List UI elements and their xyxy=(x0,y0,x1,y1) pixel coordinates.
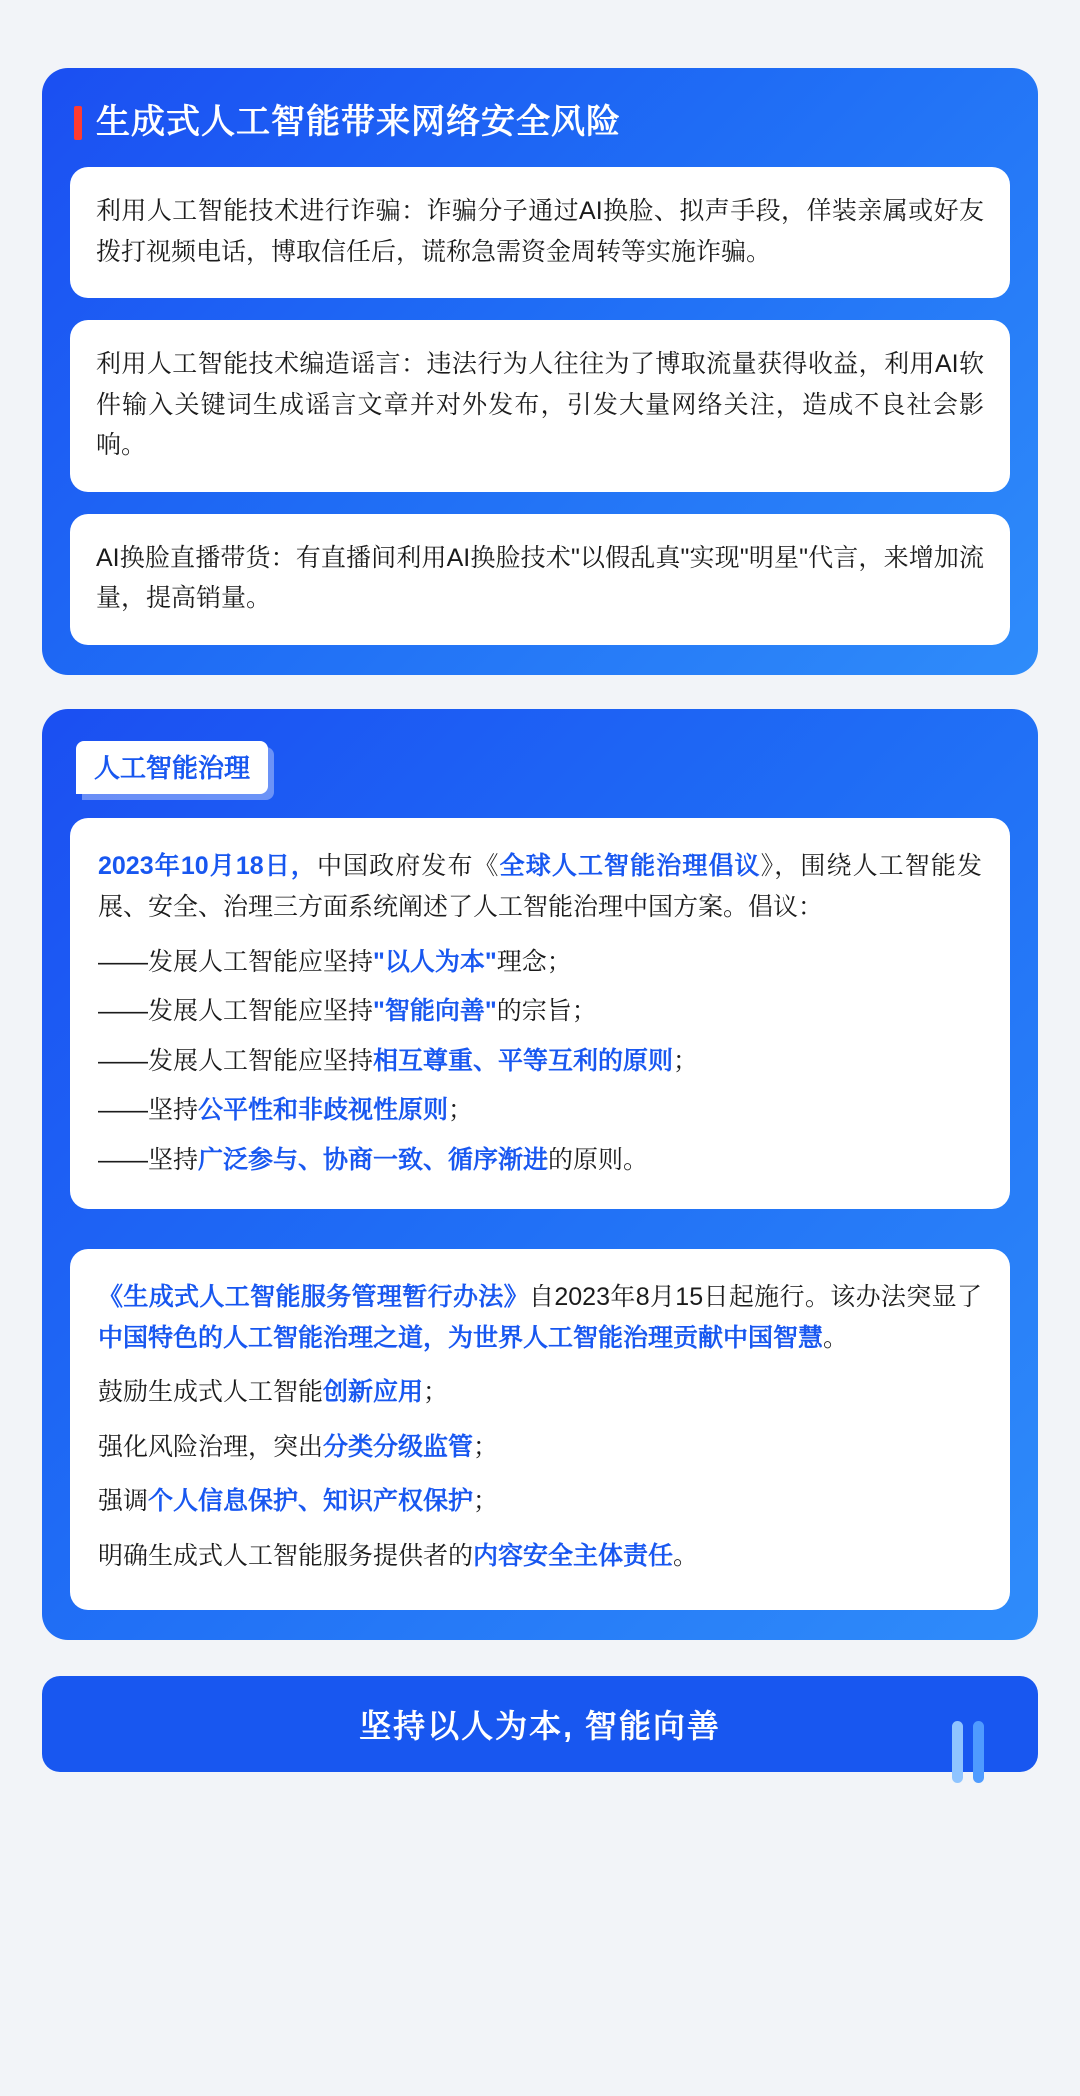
regulation-point-2 xyxy=(98,1427,982,1468)
bullet-suffix: ； xyxy=(673,1046,699,1075)
initiative-bullet-2 xyxy=(98,993,982,1031)
bullet-suffix: 的宗旨； xyxy=(496,997,597,1026)
initiative-bullet-4 xyxy=(98,1092,982,1130)
bullet-highlight: "智能向善" xyxy=(373,997,497,1026)
bullet-prefix: ——发展人工智能应坚持 xyxy=(98,997,374,1026)
point-suffix: ； xyxy=(473,1487,499,1516)
regulation-highlight: 中国特色的人工智能治理之道，为世界人工智能治理贡献中国智慧 xyxy=(98,1323,824,1352)
page-title: 生成式人工智能带来网络安全风险 xyxy=(96,103,621,141)
bullet-highlight: 相互尊重、平等互利的原则 xyxy=(373,1046,674,1075)
pause-bar-right xyxy=(973,1721,984,1783)
pause-bar-left xyxy=(952,1721,963,1783)
bullet-highlight: 公平性和非歧视性原则 xyxy=(198,1096,449,1125)
footer-slogan-banner xyxy=(42,1676,1038,1772)
regulation-paragraph xyxy=(98,1277,982,1358)
risk-item-2: 利用人工智能技术编造谣言：违法行为人往往为了博取流量获得收益，利用AI软件输入关键词生成谣言文章并对外发布，引发大量网络关注，造成不良社会影响。 xyxy=(70,320,1010,492)
bullet-prefix: ——坚持 xyxy=(98,1145,199,1174)
point-suffix: ； xyxy=(473,1432,499,1461)
section-risks-header xyxy=(74,104,1010,141)
governance-regulation-box xyxy=(70,1249,1010,1610)
pause-bars-decoration xyxy=(952,1721,984,1783)
point-prefix: 鼓励生成式人工智能 xyxy=(98,1378,324,1407)
point-prefix: 强化风险治理，突出 xyxy=(98,1432,324,1461)
risk-item-1: 利用人工智能技术进行诈骗：诈骗分子通过AI换脸、拟声手段，佯装亲属或好友拨打视频电话，博取信任后，谎称急需资金周转等实施诈骗。 xyxy=(70,167,1010,298)
initiative-mid: 中国政府发布《 xyxy=(316,851,500,880)
bullet-suffix: 理念； xyxy=(496,947,572,976)
point-highlight: 个人信息保护、知识产权保护 xyxy=(148,1487,474,1516)
point-prefix: 强调 xyxy=(98,1487,149,1516)
initiative-bullet-3 xyxy=(98,1043,982,1081)
regulation-tail: 。 xyxy=(823,1323,849,1352)
governance-tag: 人工智能治理 xyxy=(76,741,268,794)
red-accent-bar xyxy=(74,106,82,140)
initiative-doc-name: 全球人工智能治理倡议 xyxy=(499,851,761,880)
point-suffix: 。 xyxy=(673,1541,699,1570)
bullet-suffix: ； xyxy=(448,1096,474,1125)
footer-slogan-text: 坚持以人为本, 智能向善 xyxy=(359,1708,721,1745)
bullet-suffix: 的原则。 xyxy=(548,1145,649,1174)
initiative-bullet-5 xyxy=(98,1142,982,1180)
initiative-bullet-1 xyxy=(98,944,982,982)
bullet-highlight: "以人为本" xyxy=(373,947,497,976)
bullet-prefix: ——发展人工智能应坚持 xyxy=(98,947,374,976)
initiative-lead xyxy=(98,846,982,928)
point-highlight: 创新应用 xyxy=(323,1378,424,1407)
regulation-point-3 xyxy=(98,1481,982,1522)
point-highlight: 内容安全主体责任 xyxy=(473,1541,674,1570)
bullet-highlight: 广泛参与、协商一致、循序渐进 xyxy=(198,1145,549,1174)
initiative-date: 2023年10月18日， xyxy=(98,851,317,880)
initiative-tail: 》，围绕人工智能发展、安全、治理三方面系统阐述了人工智能治理中国方案。倡议： xyxy=(98,851,982,921)
section-governance-card xyxy=(42,709,1038,1641)
regulation-text: 自2023年8月15日起施行。该办法突显了 xyxy=(529,1283,982,1312)
risk-item-3: AI换脸直播带货：有直播间利用AI换脸技术"以假乱真"实现"明星"代言，来增加流量，提高销量。 xyxy=(70,514,1010,645)
regulation-point-4 xyxy=(98,1536,982,1577)
bullet-prefix: ——发展人工智能应坚持 xyxy=(98,1046,374,1075)
governance-initiative-box xyxy=(70,818,1010,1210)
regulation-point-1 xyxy=(98,1372,982,1413)
section-risks-card xyxy=(42,68,1038,675)
bullet-prefix: ——坚持 xyxy=(98,1096,199,1125)
point-suffix: ； xyxy=(423,1378,449,1407)
regulation-doc-name: 《生成式人工智能服务管理暂行办法》 xyxy=(98,1283,530,1312)
point-highlight: 分类分级监管 xyxy=(323,1432,474,1461)
point-prefix: 明确生成式人工智能服务提供者的 xyxy=(98,1541,474,1570)
